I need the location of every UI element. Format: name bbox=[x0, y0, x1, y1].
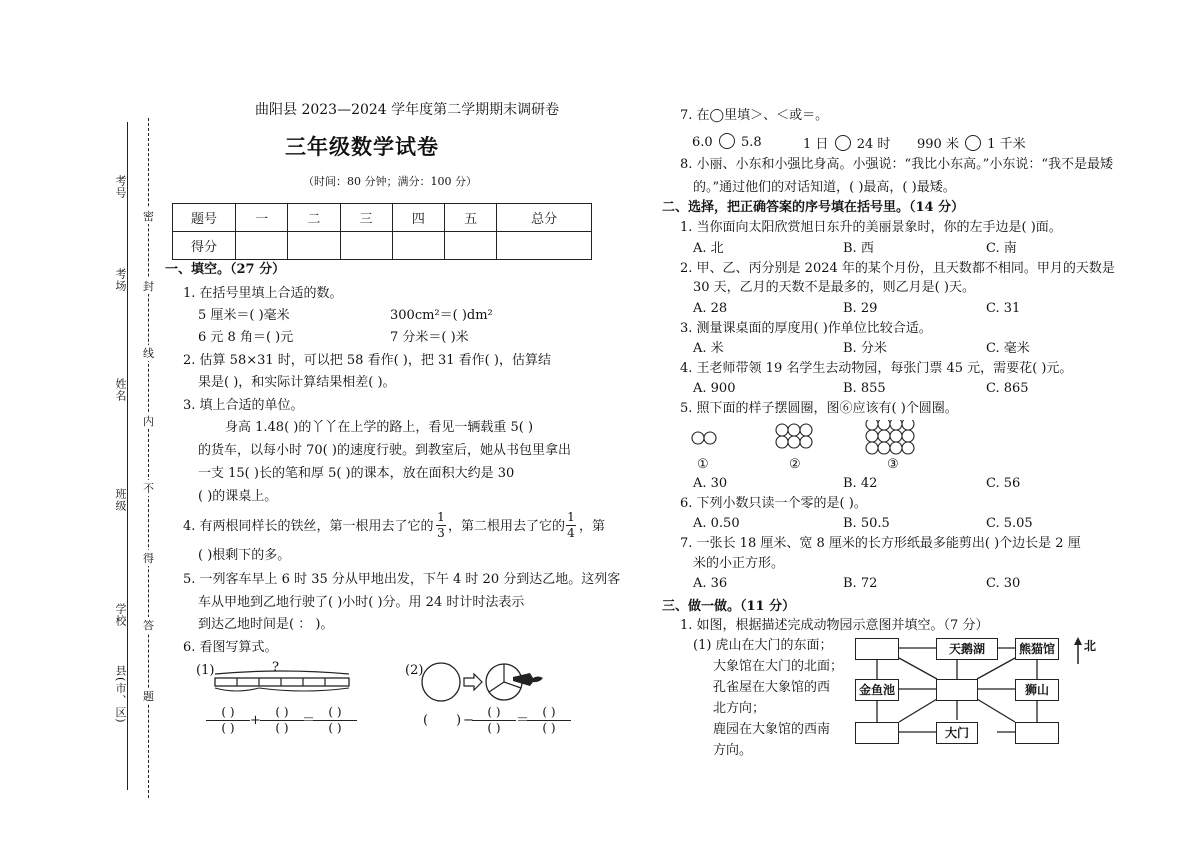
zoo-box-panda-hall: 熊猫馆 bbox=[1015, 638, 1059, 660]
compare-c-left: 990 米 bbox=[917, 137, 959, 152]
q3-1-desc-2: 大象馆在大门的北面； bbox=[713, 659, 844, 674]
figure2-right-paren: ) bbox=[456, 713, 462, 728]
seal-char-6: 得 bbox=[143, 552, 154, 565]
q2-4-text: 4. 王老师带领 19 名学生去动物园，每张门票 45 元，需要花( )元。 bbox=[680, 361, 1073, 376]
q2-7-line2: 米的小正方形。 bbox=[693, 556, 785, 571]
fraction-denominator: 3 bbox=[437, 526, 445, 540]
q1-7-compare-row bbox=[692, 133, 762, 150]
zoo-box-center[interactable] bbox=[936, 679, 978, 701]
figure1-fraction-a bbox=[206, 706, 250, 735]
score-table bbox=[172, 203, 592, 260]
q3-1-title: 1. 如图，根据描述完成动物园示意图并填空。（7 分） bbox=[680, 618, 989, 633]
minus-sign: − bbox=[463, 713, 474, 728]
q1-4-line2: ( )根剩下的多。 bbox=[198, 548, 291, 563]
score-input-cell[interactable] bbox=[340, 232, 392, 260]
q3-1-desc-1: (1) 虎山在大门的东面； bbox=[693, 638, 833, 653]
score-header-cell: 三 bbox=[340, 204, 392, 232]
q3-1-desc-6: 方向。 bbox=[713, 743, 753, 758]
q1-5-line3: 到达乙地时间是( ： )。 bbox=[198, 617, 334, 632]
figure2-fraction-a bbox=[472, 706, 516, 735]
q1-3-title: 3. 填上合适的单位。 bbox=[183, 398, 304, 413]
figure2-fraction-b bbox=[527, 706, 571, 735]
compare-circle-a[interactable] bbox=[719, 133, 735, 149]
compare-b-right: 24 时 bbox=[856, 137, 891, 152]
q1-8-line1: 8. 小丽、小东和小强比身高。小强说：“我比小东高。”小东说：“我不是最矮 bbox=[680, 157, 1113, 172]
q1-3-line2: 的货车，以每小时 70( )的速度行驶。到教室后，她从书包里拿出 bbox=[198, 443, 571, 458]
zoo-box-goldfish-pond: 金鱼池 bbox=[855, 679, 899, 701]
subject-title: 三年级数学试卷 bbox=[285, 134, 439, 159]
time-info: （时间：80 分钟；满分：100 分） bbox=[303, 175, 477, 188]
q2-6-option-a: A. 0.50 bbox=[693, 516, 740, 531]
zoo-box-southwest[interactable] bbox=[855, 722, 899, 744]
q2-2-option-c: C. 31 bbox=[986, 301, 1021, 316]
figure2-label: (2) bbox=[405, 663, 424, 678]
q1-6-title: 6. 看图写算式。 bbox=[183, 640, 278, 655]
score-header-cell: 四 bbox=[392, 204, 444, 232]
q2-7-option-c: C. 30 bbox=[986, 576, 1021, 591]
seal-char-8: 题 bbox=[143, 690, 154, 703]
figure1-fraction-b bbox=[260, 706, 304, 735]
q2-6-option-c: C. 5.05 bbox=[986, 516, 1033, 531]
q1-3-line1: 身高 1.48( )的丫丫在上学的路上，看见一辆载重 5( ) bbox=[225, 420, 534, 435]
label-exam-number: 考号 bbox=[114, 175, 127, 199]
q3-1-desc-5: 鹿园在大象馆的西南 bbox=[713, 722, 831, 737]
q2-2-line2: 30 天，乙月的天数不是最多的，则乙月是( )天。 bbox=[693, 280, 975, 295]
q1-4-line1c: ，第 bbox=[579, 519, 606, 534]
q2-2-option-a: A. 28 bbox=[693, 301, 728, 316]
q2-4-option-a: A. 900 bbox=[693, 381, 736, 396]
fraction-denominator[interactable]: ( ) bbox=[221, 721, 235, 735]
fraction-one-third bbox=[436, 511, 446, 540]
score-header-cell: 总分 bbox=[497, 204, 592, 232]
section2-title: 二、选择，把正确答案的序号填在括号里。（14 分） bbox=[662, 200, 965, 215]
q2-3-option-c: C. 毫米 bbox=[986, 341, 1030, 356]
north-arrow-icon bbox=[1072, 636, 1084, 666]
fraction-numerator[interactable]: ( ) bbox=[542, 705, 556, 719]
q1-7-title: 7. 在◯里填＞、＜或＝。 bbox=[680, 108, 829, 123]
label-county: 县(市、区) bbox=[114, 665, 127, 724]
zoo-box-swan-lake: 天鹅湖 bbox=[936, 638, 998, 660]
fraction-denominator[interactable]: ( ) bbox=[487, 721, 501, 735]
seal-char-4: 内 bbox=[143, 415, 154, 428]
q1-1-line2a: 6 元 8 角＝( )元 bbox=[198, 330, 294, 345]
q2-4-option-c: C. 865 bbox=[986, 381, 1029, 396]
fraction-numerator[interactable]: ( ) bbox=[221, 705, 235, 719]
q1-1-text: 1. 在括号里填上合适的数。 bbox=[183, 286, 343, 301]
q3-1-desc-4: 北方向； bbox=[713, 701, 766, 716]
compare-a-right: 5.8 bbox=[740, 135, 762, 150]
q2-1-option-b: B. 西 bbox=[843, 241, 874, 256]
q1-7-compare-row-c bbox=[917, 133, 1026, 152]
figure1-label: (1) bbox=[196, 663, 215, 678]
compare-b-left: 1 日 bbox=[803, 137, 829, 152]
fraction-numerator: 1 bbox=[437, 510, 445, 524]
figure2-left-paren: ( bbox=[423, 713, 429, 728]
q1-5-line1: 5. 一列客车早上 6 时 35 分从甲地出发，下午 4 时 20 分到达乙地。这列客 bbox=[183, 572, 621, 587]
label-name: 姓名 bbox=[114, 378, 127, 402]
section3-title: 三、做一做。（11 分） bbox=[662, 599, 796, 614]
zoo-box-lion-hill: 狮山 bbox=[1015, 679, 1059, 701]
compare-c-right: 1 千米 bbox=[987, 137, 1026, 152]
q2-3-option-a: A. 米 bbox=[693, 341, 724, 356]
compare-a-left: 6.0 bbox=[692, 135, 713, 150]
north-label: 北 bbox=[1084, 639, 1097, 653]
q2-5-option-c: C. 56 bbox=[986, 476, 1021, 491]
q1-2-line1: 2. 估算 58×31 时，可以把 58 看作( )，把 31 看作( )，估算结 bbox=[183, 353, 551, 368]
pattern-label-2: ② bbox=[789, 457, 801, 472]
q1-7-compare-row-b bbox=[803, 133, 890, 152]
fraction-denominator[interactable]: ( ) bbox=[328, 721, 342, 735]
figure1-question-mark: ? bbox=[272, 660, 279, 675]
seal-char-1: 密 bbox=[143, 210, 154, 223]
q1-8-line2: 的。”通过他们的对话知道，( )最高，( )最矮。 bbox=[693, 180, 956, 195]
score-header-cell: 题号 bbox=[173, 204, 236, 232]
fraction-denominator: 4 bbox=[567, 526, 575, 540]
compare-circle-c[interactable] bbox=[965, 135, 981, 151]
q1-3-line4: ( )的课桌上。 bbox=[198, 489, 278, 504]
equals-sign: ＝ bbox=[302, 713, 316, 728]
figure1-fraction-c bbox=[313, 706, 357, 735]
score-header-cell: 五 bbox=[445, 204, 497, 232]
q1-3-line3: 一支 15( )长的笔和厚 5( )的课本，放在面积大约是 30 bbox=[198, 466, 515, 481]
q1-1-line2b: 7 分米＝( )米 bbox=[390, 330, 469, 345]
fraction-denominator[interactable]: ( ) bbox=[275, 721, 289, 735]
zoo-box-southeast[interactable] bbox=[1015, 722, 1059, 744]
score-input-cell[interactable] bbox=[392, 232, 444, 260]
q2-1-option-c: C. 南 bbox=[986, 241, 1017, 256]
figure2-circle-pie bbox=[420, 660, 545, 704]
fraction-numerator[interactable]: ( ) bbox=[328, 705, 342, 719]
label-class: 班级 bbox=[114, 488, 127, 512]
exam-title: 曲阳县 2023—2024 学年度第二学期期末调研卷 bbox=[255, 102, 560, 118]
fraction-denominator[interactable]: ( ) bbox=[542, 721, 556, 735]
q1-1-line1a: 5 厘米＝( )毫米 bbox=[198, 308, 290, 323]
figure1-segment-bar bbox=[212, 668, 352, 694]
plus-sign: + bbox=[250, 713, 261, 728]
q2-6-text: 6. 下列小数只读一个零的是( )。 bbox=[680, 496, 867, 511]
zoo-box-main-gate: 大门 bbox=[936, 722, 978, 744]
seal-char-3: 线 bbox=[143, 347, 154, 360]
q2-4-option-b: B. 855 bbox=[843, 381, 886, 396]
equals-sign: ＝ bbox=[516, 713, 530, 728]
q2-1-option-a: A. 北 bbox=[693, 241, 724, 256]
q1-1-line1b: 300cm²＝( )dm² bbox=[390, 308, 493, 323]
q2-3-text: 3. 测量课桌面的厚度用( )作单位比较合适。 bbox=[680, 321, 932, 336]
q1-4-line1b: ，第二根用去了它的 bbox=[448, 519, 566, 534]
score-input-cell[interactable] bbox=[236, 232, 288, 260]
q2-5-text: 5. 照下面的样子摆圆圈，图⑥应该有( )个圆圈。 bbox=[680, 401, 958, 416]
score-input-cell[interactable] bbox=[445, 232, 497, 260]
pattern-label-1: ① bbox=[697, 457, 709, 472]
pattern-label-3: ③ bbox=[887, 457, 899, 472]
q3-1-desc-3: 孔雀屋在大象馆的西 bbox=[713, 680, 831, 695]
fraction-one-fourth bbox=[566, 511, 576, 540]
q1-2-line2: 果是( )，和实际计算结果相差( )。 bbox=[198, 375, 396, 390]
fraction-numerator[interactable]: ( ) bbox=[487, 705, 501, 719]
score-header-cell: 一 bbox=[236, 204, 288, 232]
seal-char-7: 答 bbox=[143, 619, 154, 632]
label-exam-room: 考场 bbox=[114, 268, 127, 292]
score-input-cell[interactable] bbox=[497, 232, 592, 260]
q2-7-option-a: A. 36 bbox=[693, 576, 728, 591]
q2-6-option-b: B. 50.5 bbox=[843, 516, 890, 531]
q2-3-option-b: B. 分米 bbox=[843, 341, 887, 356]
q2-2-line1: 2. 甲、乙、丙分别是 2024 年的某个月份，且天数都不相同。甲月的天数是 bbox=[680, 261, 1115, 276]
fraction-numerator[interactable]: ( ) bbox=[275, 705, 289, 719]
q1-4-line1a: 4. 有两根同样长的铁丝，第一根用去了它的 bbox=[183, 519, 434, 534]
q2-5-option-b: B. 42 bbox=[843, 476, 878, 491]
seal-char-2: 封 bbox=[143, 280, 154, 293]
q2-7-option-b: B. 72 bbox=[843, 576, 878, 591]
compare-circle-b[interactable] bbox=[835, 135, 851, 151]
score-header-cell: 二 bbox=[288, 204, 340, 232]
q1-5-line2: 车从甲地到乙地行驶了( )小时( )分。用 24 时计时法表示 bbox=[198, 595, 525, 610]
q2-2-option-b: B. 29 bbox=[843, 301, 878, 316]
score-row-label: 得分 bbox=[173, 232, 236, 260]
q2-7-line1: 7. 一张长 18 厘米、宽 8 厘米的长方形纸最多能剪出( )个边长是 2 厘 bbox=[680, 536, 1081, 551]
score-table-score-row bbox=[173, 232, 592, 260]
section1-title: 一、填空。（27 分） bbox=[165, 262, 286, 277]
seal-char-5: 不 bbox=[143, 482, 154, 495]
q2-5-option-a: A. 30 bbox=[693, 476, 728, 491]
score-table-header-row bbox=[173, 204, 592, 232]
label-school: 学校 bbox=[114, 603, 127, 627]
score-input-cell[interactable] bbox=[288, 232, 340, 260]
fraction-numerator: 1 bbox=[567, 510, 575, 524]
zoo-box-northwest[interactable] bbox=[855, 638, 899, 660]
q2-1-text: 1. 当你面向太阳欣赏旭日东升的美丽景象时，你的左手边是( )面。 bbox=[680, 220, 1062, 235]
